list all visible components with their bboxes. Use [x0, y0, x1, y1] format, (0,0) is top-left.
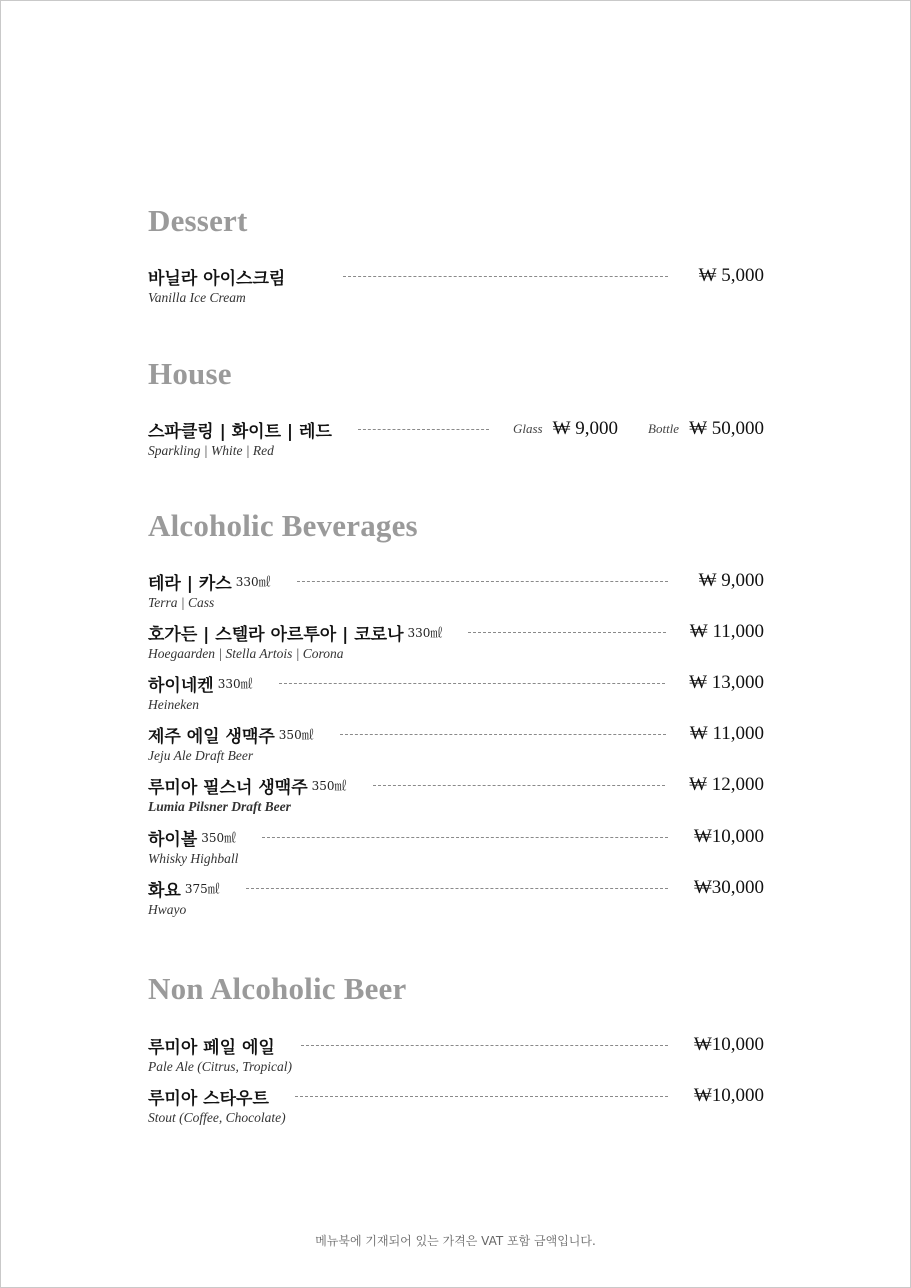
item-name-ko: 스파클링 | 화이트 | 레드 [148, 421, 332, 442]
item-price: ₩30,000 [693, 877, 764, 898]
menu-item-lumia-pilsner [148, 773, 764, 817]
bottle-label: Bottle [648, 421, 680, 436]
item-name-en: Hwayo [148, 902, 187, 917]
menu-item-hoegaarden-stella-corona [148, 620, 764, 664]
menu-item-terra-cass [148, 569, 764, 613]
item-volume: 350㎖ [201, 830, 237, 845]
menu-item-hwayo [148, 876, 764, 920]
glass-label: Glass [512, 421, 543, 436]
menu-item-vanilla-ice-cream [148, 264, 764, 308]
leader-dots [343, 276, 668, 277]
item-name-en: Vanilla Ice Cream [148, 290, 246, 305]
leader-dots [373, 785, 666, 786]
item-volume: 350㎖ [311, 778, 347, 793]
menu-item-heineken [148, 671, 764, 715]
item-volume: 330㎖ [217, 676, 253, 691]
vat-notice: 메뉴북에 기재되어 있는 가격은 VAT 포함 금액입니다. [315, 1234, 596, 1248]
menu-item-house-wine [148, 417, 764, 461]
menu-item-lumia-stout [148, 1084, 764, 1128]
item-price: ₩ 5,000 [698, 265, 764, 286]
item-name-ko: 화요 [148, 880, 181, 901]
item-volume: 330㎖ [235, 574, 271, 589]
leader-dots [279, 683, 665, 684]
menu-item-highball [148, 825, 764, 869]
glass-price: ₩ 9,000 [552, 418, 619, 439]
item-price: ₩ 11,000 [689, 621, 764, 642]
item-price: ₩ 13,000 [689, 672, 764, 693]
leader-dots [246, 888, 668, 889]
item-name-en: Jeju Ale Draft Beer [148, 748, 254, 763]
leader-dots [297, 581, 668, 582]
item-price: ₩10,000 [693, 1034, 764, 1055]
item-name-en: Pale Ale (Citrus, Tropical) [148, 1059, 292, 1074]
item-name-ko: 하이네켄 [148, 675, 214, 696]
item-price: ₩10,000 [693, 1085, 764, 1106]
item-name-en: Terra | Cass [148, 595, 215, 610]
item-volume: 375㎖ [184, 881, 220, 896]
menu-item-jeju-ale [148, 722, 764, 766]
leader-dots [358, 429, 489, 430]
item-price: ₩ 12,000 [689, 774, 764, 795]
item-name-ko: 바닐라 아이스크림 [148, 268, 286, 289]
item-volume: 350㎖ [278, 727, 314, 742]
bottle-price-group [648, 418, 764, 440]
item-volume: 330㎖ [407, 625, 443, 640]
item-name-en: Hoegaarden | Stella Artois | Corona [148, 646, 344, 661]
leader-dots [262, 837, 668, 838]
item-price: ₩ 9,000 [698, 570, 764, 591]
section-title-house: House [148, 356, 232, 391]
item-name-ko: 제주 에일 생맥주 [148, 726, 275, 747]
item-price: ₩ 11,000 [689, 723, 764, 744]
leader-dots [301, 1045, 668, 1046]
leader-dots [295, 1096, 668, 1097]
glass-price-group [513, 418, 618, 440]
item-name-ko: 테라 | 카스 [148, 573, 232, 594]
item-name-ko: 호가든 | 스텔라 아르투아 | 코로나 [148, 624, 404, 645]
item-name-en: Lumia Pilsner Draft Beer [148, 799, 291, 814]
item-name-ko: 루미아 필스너 생맥주 [148, 777, 308, 798]
bottle-price: ₩ 50,000 [689, 418, 764, 439]
section-title-alcoholic-beverages: Alcoholic Beverages [148, 508, 418, 543]
item-name-ko: 루미아 페일 에일 [148, 1037, 275, 1058]
item-name-en: Heineken [148, 697, 199, 712]
item-name-ko: 하이볼 [148, 829, 198, 850]
item-name-en: Sparkling | White | Red [148, 443, 274, 458]
leader-dots [468, 632, 665, 633]
menu-item-lumia-pale-ale [148, 1033, 764, 1077]
item-price: ₩10,000 [693, 826, 764, 847]
item-name-en: Whisky Highball [148, 851, 239, 866]
item-name-ko: 루미아 스타우트 [148, 1088, 269, 1109]
leader-dots [340, 734, 666, 735]
section-title-non-alcoholic-beer: Non Alcoholic Beer [148, 971, 407, 1006]
section-title-dessert: Dessert [148, 203, 248, 238]
item-name-en: Stout (Coffee, Chocolate) [148, 1110, 286, 1125]
